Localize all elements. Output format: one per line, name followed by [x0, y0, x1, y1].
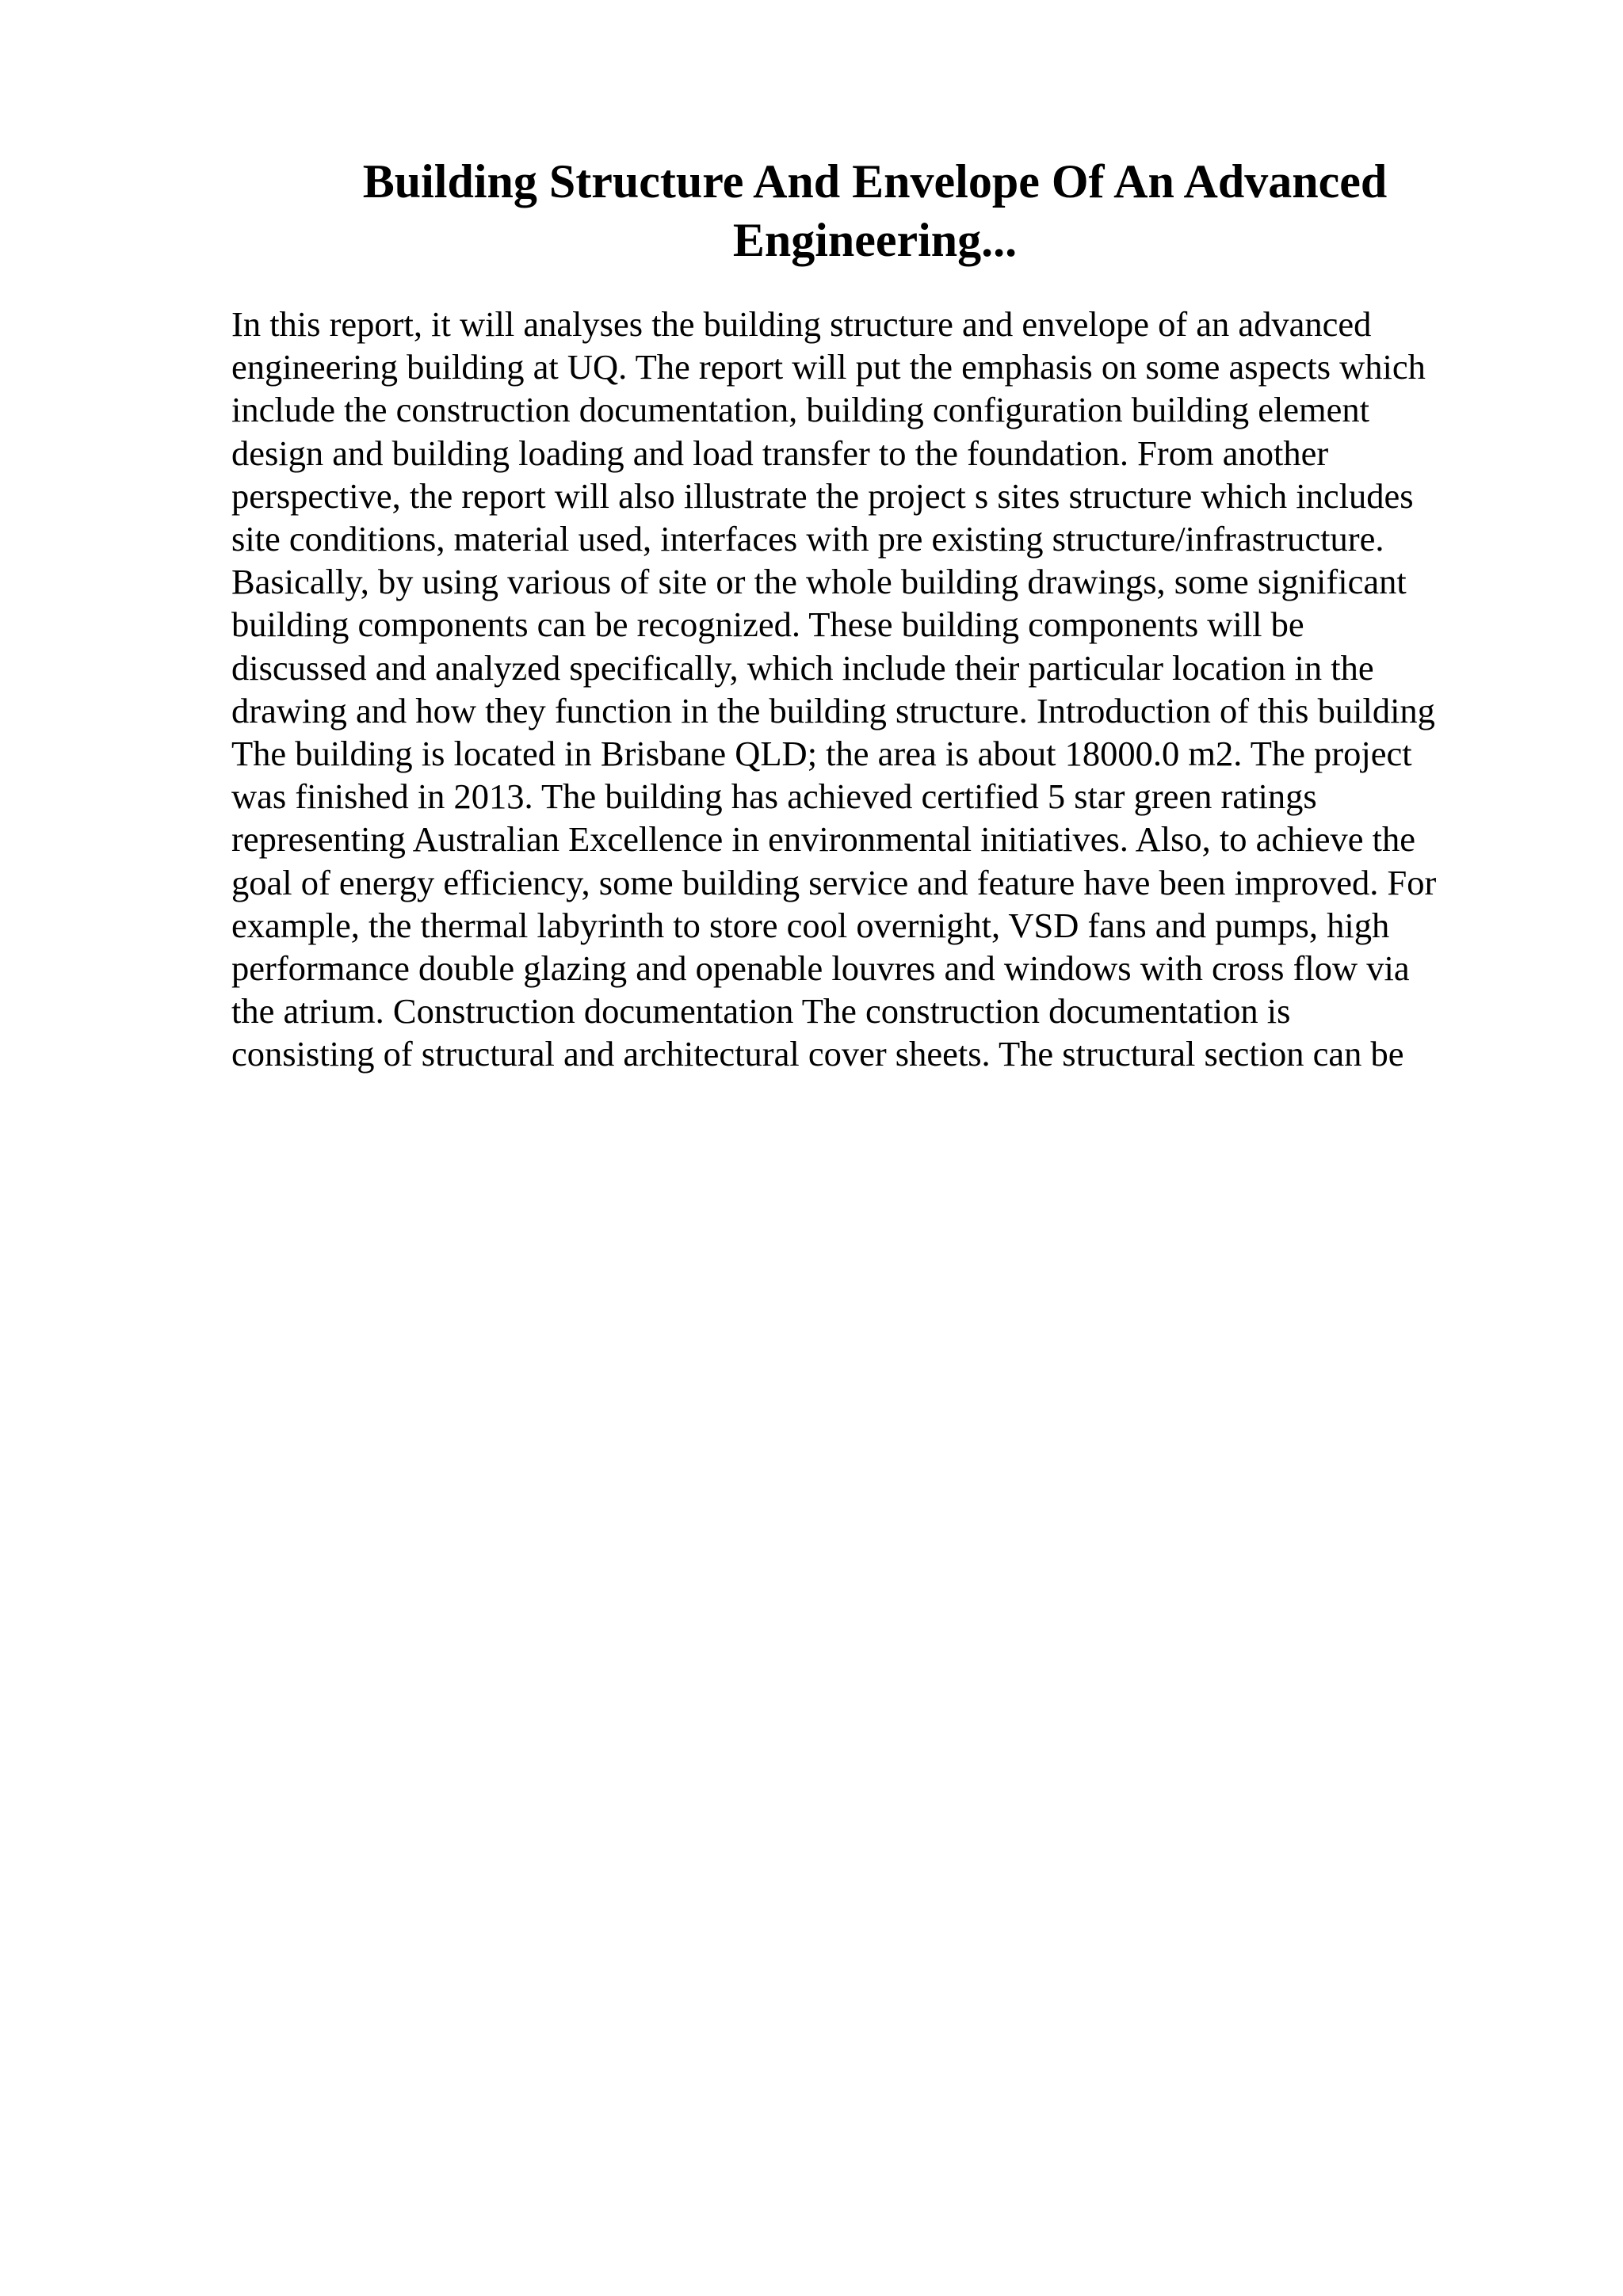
body-line: example, the thermal labyrinth to store cool overnight, VSD fans and pumps, high	[231, 905, 1390, 945]
body-line: consisting of structural and architectural cover sheets. The structural section can be	[231, 1034, 1404, 1074]
body-line: include the construction documentation, building configuration building element	[231, 390, 1370, 430]
body-line: design and building loading and load transfer to the foundation. From another	[231, 433, 1329, 473]
body-line: the atrium. Construction documentation The construction documentation is	[231, 991, 1291, 1032]
body-line: Basically, by using various of site or the whole building drawings, some significant	[231, 562, 1407, 602]
title-line-1: Building Structure And Envelope Of An Advanced	[362, 155, 1388, 208]
body-line: building components can be recognized. These building components will be	[231, 605, 1304, 645]
body-line: In this report, it will analyses the building structure and envelope of an advanced	[231, 304, 1372, 344]
body-line: The building is located in Brisbane QLD; the area is about 18000.0 m2. The project	[231, 734, 1412, 774]
body-line: engineering building at UQ. The report will put the emphasis on some aspects which	[231, 347, 1426, 387]
title-line-2: Engineering...	[732, 214, 1018, 266]
document-title	[301, 152, 1449, 269]
body-line: performance double glazing and openable louvres and windows with cross flow via	[231, 948, 1410, 989]
body-line: site conditions, material used, interfaces with pre existing structure/infrastructure.	[231, 519, 1384, 559]
body-line: discussed and analyzed specifically, which include their particular location in the	[231, 647, 1374, 688]
body-line: goal of energy efficiency, some building service and feature have been improved. For	[231, 862, 1437, 902]
body-line: was finished in 2013. The building has achieved certified 5 star green ratings	[231, 776, 1317, 817]
document-body	[231, 303, 1515, 1076]
body-line: representing Australian Excellence in environmental initiatives. Also, to achieve the	[231, 819, 1415, 860]
body-line: drawing and how they function in the building structure. Introduction of this building	[231, 690, 1435, 730]
body-line: perspective, the report will also illustrate the project s sites structure which includes	[231, 475, 1414, 516]
